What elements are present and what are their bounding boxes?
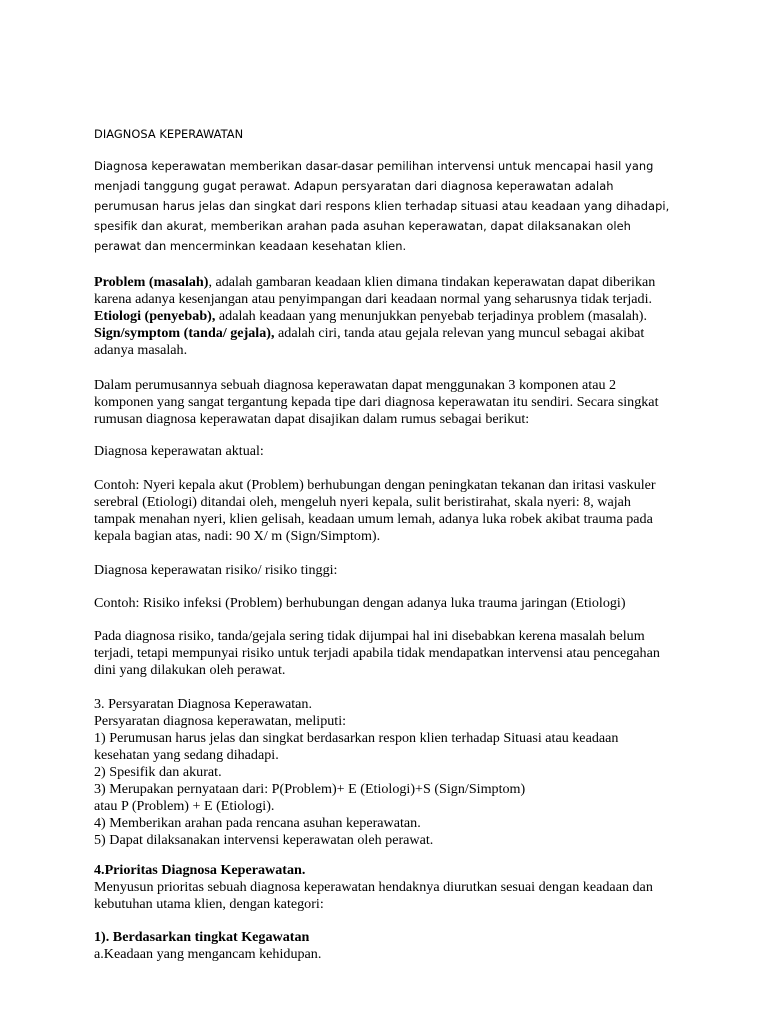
risk-diagnosis-heading: Diagnosa keperawatan risiko/ risiko tinggi: <box>94 562 338 578</box>
note-line: terjadi, tetapi mempunyai risiko untuk terjadi apabila tidak mendapatkan intervensi atau pencegahan <box>94 645 660 661</box>
intro-line: menjadi tanggung gugat perawat. Adapun persyaratan dari diagnosa keperawatan adalah <box>94 179 614 193</box>
requirements-section <box>94 696 704 849</box>
note-line: Pada diagnosa risiko, tanda/gejala sering tidak dijumpai hal ini disebabkan kerena masalah belum <box>94 628 645 644</box>
requirements-intro: Persyaratan diagnosa keperawatan, meliputi: <box>94 713 347 729</box>
etiologi-line <box>94 308 704 325</box>
sign-term: Sign/symptom (tanda/ gejala), <box>94 325 275 341</box>
priority-line: kebutuhan utama klien, dengan kategori: <box>94 896 324 912</box>
formulation-line: Dalam perumusannya sebuah diagnosa keperawatan dapat menggunakan 3 komponen atau 2 <box>94 377 617 393</box>
example-line: Contoh: Nyeri kepala akut (Problem) berhubungan dengan peningkatan tekanan dan iritasi vaskuler <box>94 477 656 493</box>
problem-line-2: karena adanya kesenjangan atau penyimpangan dari keadaan normal yang seharusnya tidak terjadi. <box>94 291 653 307</box>
urgency-item: a.Keadaan yang mengancam kehidupan. <box>94 946 322 962</box>
sign-line-2: adanya masalah. <box>94 342 188 358</box>
intro-line: perawat dan mencerminkan keadaan kesehatan klien. <box>94 239 407 253</box>
example-line: kepala bagian atas, nadi: 90 X/ m (Sign/Simptom). <box>94 528 381 544</box>
formulation-line: rumusan diagnosa keperawatan dapat disajikan dalam rumus sebagai berikut: <box>94 411 530 427</box>
urgency-heading: 1). Berdasarkan tingkat Kegawatan <box>94 929 310 945</box>
problem-term: Problem (masalah) <box>94 274 209 290</box>
intro-line: perumusan harus jelas dan singkat dari respons klien terhadap situasi atau keadaan yang dihadapi, <box>94 199 670 213</box>
formulation-line: komponen yang sangat tergantung kepada tipe dari diagnosa keperawatan itu sendiri. Secara singkat <box>94 394 659 410</box>
priority-section <box>94 862 704 913</box>
priority-line: Menyusun prioritas sebuah diagnosa keperawatan hendaknya diurutkan sesuai dengan keadaan dan <box>94 879 653 895</box>
definitions-paragraph <box>94 274 704 359</box>
requirement-item: 5) Dapat dilaksanakan intervensi keperawatan oleh perawat. <box>94 832 434 848</box>
formulation-paragraph <box>94 377 704 428</box>
note-line: dini yang dilakukan oleh perawat. <box>94 662 286 678</box>
risk-note-paragraph <box>94 628 704 679</box>
example-line: serebral (Etiologi) ditandai oleh, mengeluh nyeri kepala, sulit beristirahat, skala nyeri: 8, wajah <box>94 494 631 510</box>
requirement-item: atau P (Problem) + E (Etiologi). <box>94 798 275 814</box>
priority-heading: 4.Prioritas Diagnosa Keperawatan. <box>94 862 306 878</box>
document-title <box>94 124 694 144</box>
intro-line: Diagnosa keperawatan memberikan dasar-dasar pemilihan intervensi untuk mencapai hasil yang <box>94 159 654 173</box>
urgency-section <box>94 929 694 963</box>
title-text: DIAGNOSA KEPERAWATAN <box>94 127 244 141</box>
example-line: tampak menahan nyeri, klien gelisah, keadaan umum lemah, adanya luka robek akibat trauma pada <box>94 511 653 527</box>
etiologi-term: Etiologi (penyebab), <box>94 308 216 324</box>
requirement-item: 4) Memberikan arahan pada rencana asuhan keperawatan. <box>94 815 421 831</box>
problem-definition: , adalah gambaran keadaan klien dimana tindakan keperawatan dapat diberikan <box>208 274 656 290</box>
requirements-heading: 3. Persyaratan Diagnosa Keperawatan. <box>94 696 312 712</box>
sign-definition: adalah ciri, tanda atau gejala relevan yang muncul sebagai akibat <box>274 325 645 341</box>
intro-paragraph <box>94 156 704 256</box>
risk-example-paragraph: Contoh: Risiko infeksi (Problem) berhubungan dengan adanya luka trauma jaringan (Etiologi) <box>94 595 626 611</box>
requirement-item: kesehatan yang sedang dihadapi. <box>94 747 279 763</box>
actual-example-paragraph <box>94 477 704 545</box>
requirement-item: 1) Perumusan harus jelas dan singkat berdasarkan respon klien terhadap Situasi atau keadaan <box>94 730 619 746</box>
actual-diagnosis-heading: Diagnosa keperawatan aktual: <box>94 443 264 459</box>
requirement-item: 3) Merupakan pernyataan dari: P(Problem)+ E (Etiologi)+S (Sign/Simptom) <box>94 781 526 797</box>
intro-line: spesifik dan akurat, memberikan arahan pada asuhan keperawatan, dapat dilaksanakan oleh <box>94 219 631 233</box>
etiologi-definition: adalah keadaan yang menunjukkan penyebab terjadinya problem (masalah). <box>215 308 648 324</box>
problem-line <box>94 274 704 291</box>
sign-line <box>94 325 704 342</box>
requirement-item: 2) Spesifik dan akurat. <box>94 764 222 780</box>
